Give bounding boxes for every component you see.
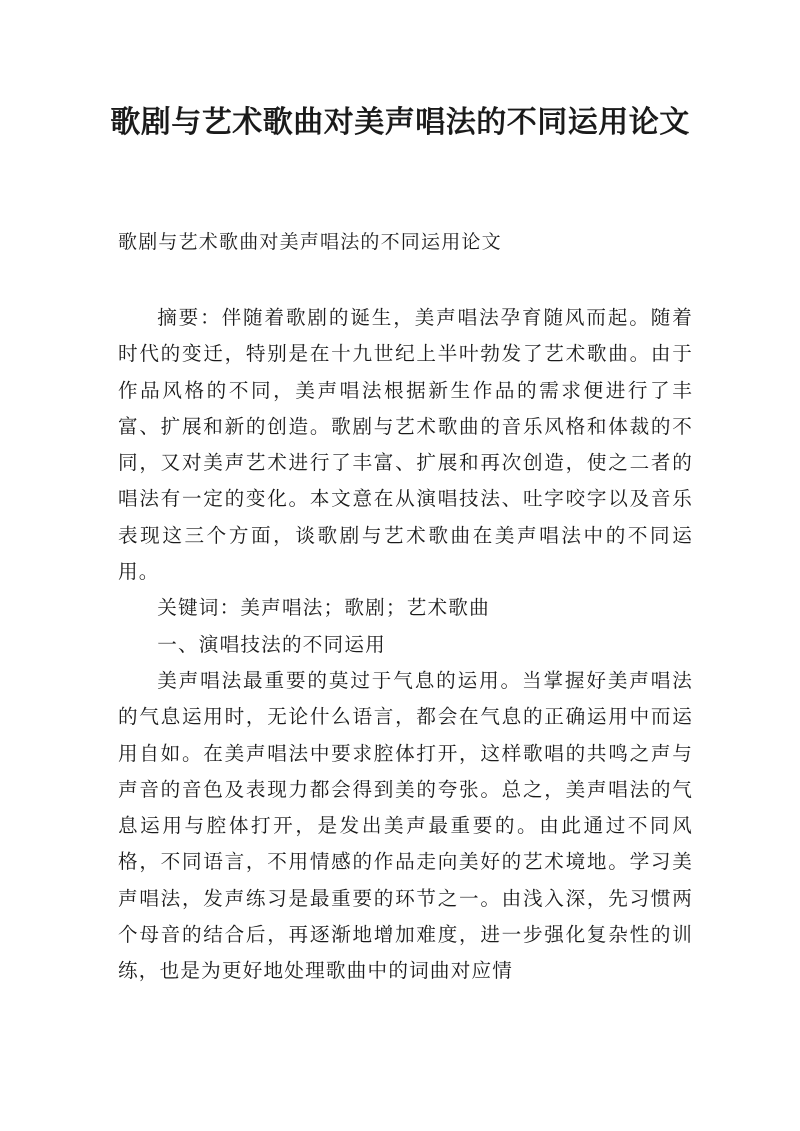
keywords-paragraph: 关键词：美声唱法；歌剧；艺术歌曲 (157, 596, 490, 620)
document-body (118, 300, 693, 990)
section-heading: 一、演唱技法的不同运用 (157, 632, 386, 656)
document-title: 歌剧与艺术歌曲对美声唱法的不同运用论文 (110, 105, 690, 140)
body-paragraph: 美声唱法最重要的莫过于气息的运用。当掌握好美声唱法的气息运用时，无论什么语言，都会在气息的正确运用中而运用自如。在美声唱法中要求腔体打开，这样歌唱的共鸣之声与声音的音色及表现力都会得到美的夸张。总之，美声唱法的气息运用与腔体打开，是发出美声最重要的。由此通过不同风格，不同语言，不用情感的作品走向美好的艺术境地。学习美声唱法，发声练习是最重要的环节之一。由浅入深，先习惯两个母音的结合后，再逐渐地增加难度，进一步强化复杂性的训练，也是为更好地处理歌曲中的词曲对应情 (118, 668, 693, 983)
abstract-paragraph: 摘要：伴随着歌剧的诞生，美声唱法孕育随风而起。随着时代的变迁，特别是在十九世纪上半叶勃发了艺术歌曲。由于作品风格的不同，美声唱法根据新生作品的需求便进行了丰富、扩展和新的创造。歌剧与艺术歌曲的音乐风格和体裁的不同，又对美声艺术进行了丰富、扩展和再次创造，使之二者的唱法有一定的变化。本文意在从演唱技法、吐字咬字以及音乐表现这三个方面，谈歌剧与艺术歌曲在美声唱法中的不同运用。 (118, 306, 693, 584)
document-subtitle: 歌剧与艺术歌曲对美声唱法的不同运用论文 (118, 231, 502, 253)
